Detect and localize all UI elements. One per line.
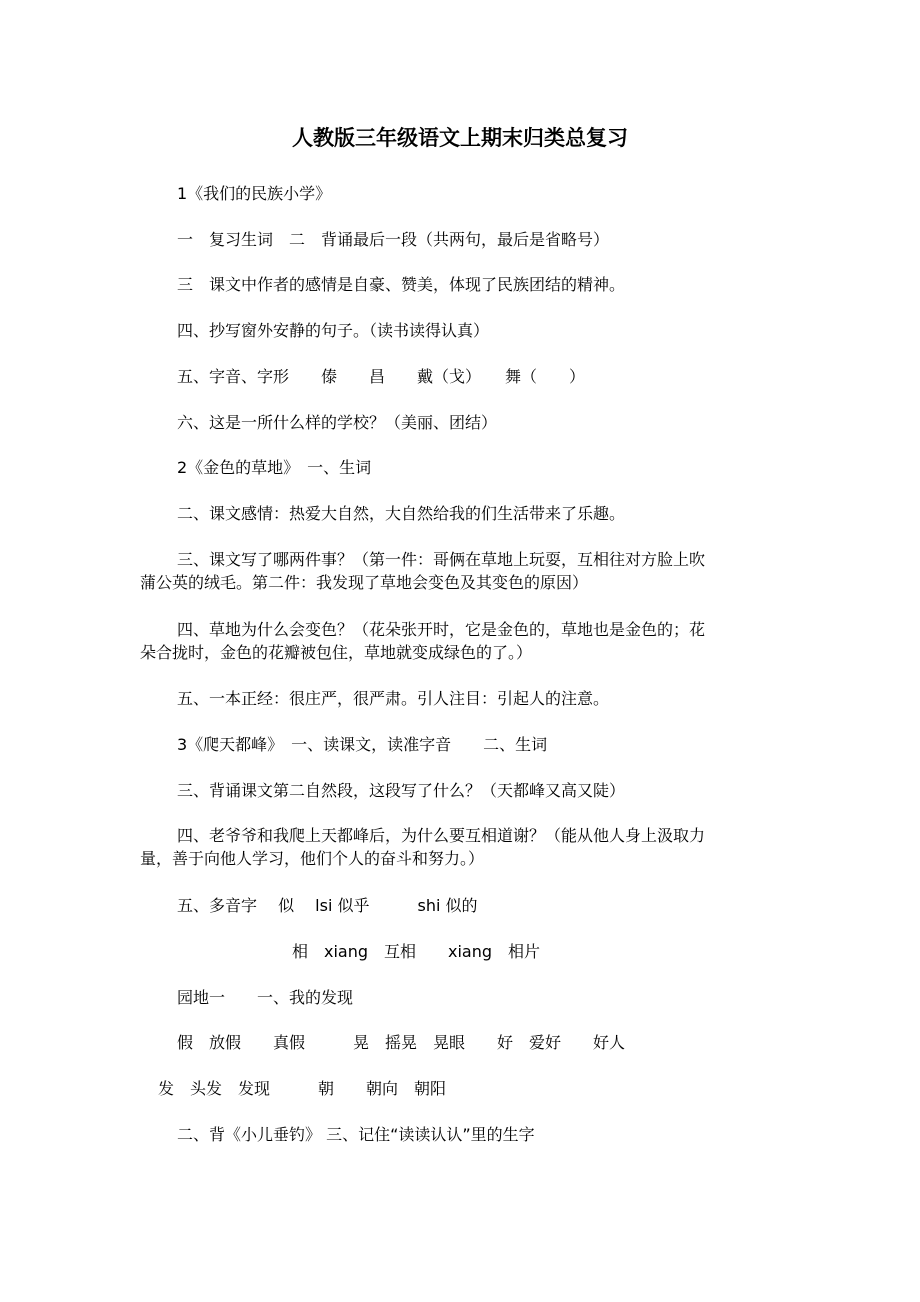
- document-title: 人教版三年级语文上期末归类总复习: [292, 126, 628, 150]
- lesson-3-heading: 3《爬天都峰》 一、读课文，读准字音 二、生词: [177, 735, 548, 754]
- text-line: 三、背诵课文第二自然段，这段写了什么？（天都峰又高又陡）: [177, 781, 626, 800]
- text-line: 五、多音字 似 lsi 似乎 shi 似的: [177, 896, 478, 915]
- text-line: 三、课文写了哪两件事？（第一件：哥俩在草地上玩耍，互相往对方脸上吹: [177, 550, 706, 569]
- text-line: 二、课文感情：热爱大自然，大自然给我的们生活带来了乐趣。: [177, 504, 626, 523]
- text-line: 蒲公英的绒毛。第二件：我发现了草地会变色及其变色的原因）: [140, 573, 589, 592]
- text-line: 五、字音、字形 傣 昌 戴（戈） 舞（ ）: [177, 367, 586, 386]
- garden-1-heading: 园地一 一、我的发现: [177, 988, 354, 1007]
- text-line: 假 放假 真假 晃 摇晃 晃眼 好 爱好 好人: [177, 1033, 626, 1052]
- text-line: 二、背《小儿垂钓》 三、记住“读读认认”里的生字: [177, 1125, 535, 1144]
- text-line: 朵合拢时，金色的花瓣被包住，草地就变成绿色的了。）: [140, 643, 533, 662]
- text-line: 五、一本正经：很庄严，很严肃。引人注目：引起人的注意。: [177, 689, 610, 708]
- text-line: 发 头发 发现 朝 朝向 朝阳: [158, 1079, 447, 1098]
- text-line: 六、这是一所什么样的学校？（美丽、团结）: [177, 413, 498, 432]
- text-line: 三 课文中作者的感情是自豪、赞美，体现了民族团结的精神。: [177, 275, 626, 294]
- text-line: 四、老爷爷和我爬上天都峰后，为什么要互相道谢？（能从他人身上汲取力: [177, 826, 706, 845]
- text-line: 相 xiang 互相 xiang 相片: [292, 942, 541, 961]
- text-line: 四、草地为什么会变色？（花朵张开时，它是金色的，草地也是金色的；花: [177, 620, 706, 639]
- lesson-2-heading: 2《金色的草地》 一、生词: [177, 458, 372, 477]
- text-line: 量，善于向他人学习，他们个人的奋斗和努力。）: [140, 849, 485, 868]
- text-line: 四、抄写窗外安静的句子。（读书读得认真）: [177, 321, 490, 340]
- text-line: 一 复习生词 二 背诵最后一段（共两句，最后是省略号）: [177, 230, 610, 249]
- lesson-1-heading: 1《我们的民族小学》: [177, 184, 332, 203]
